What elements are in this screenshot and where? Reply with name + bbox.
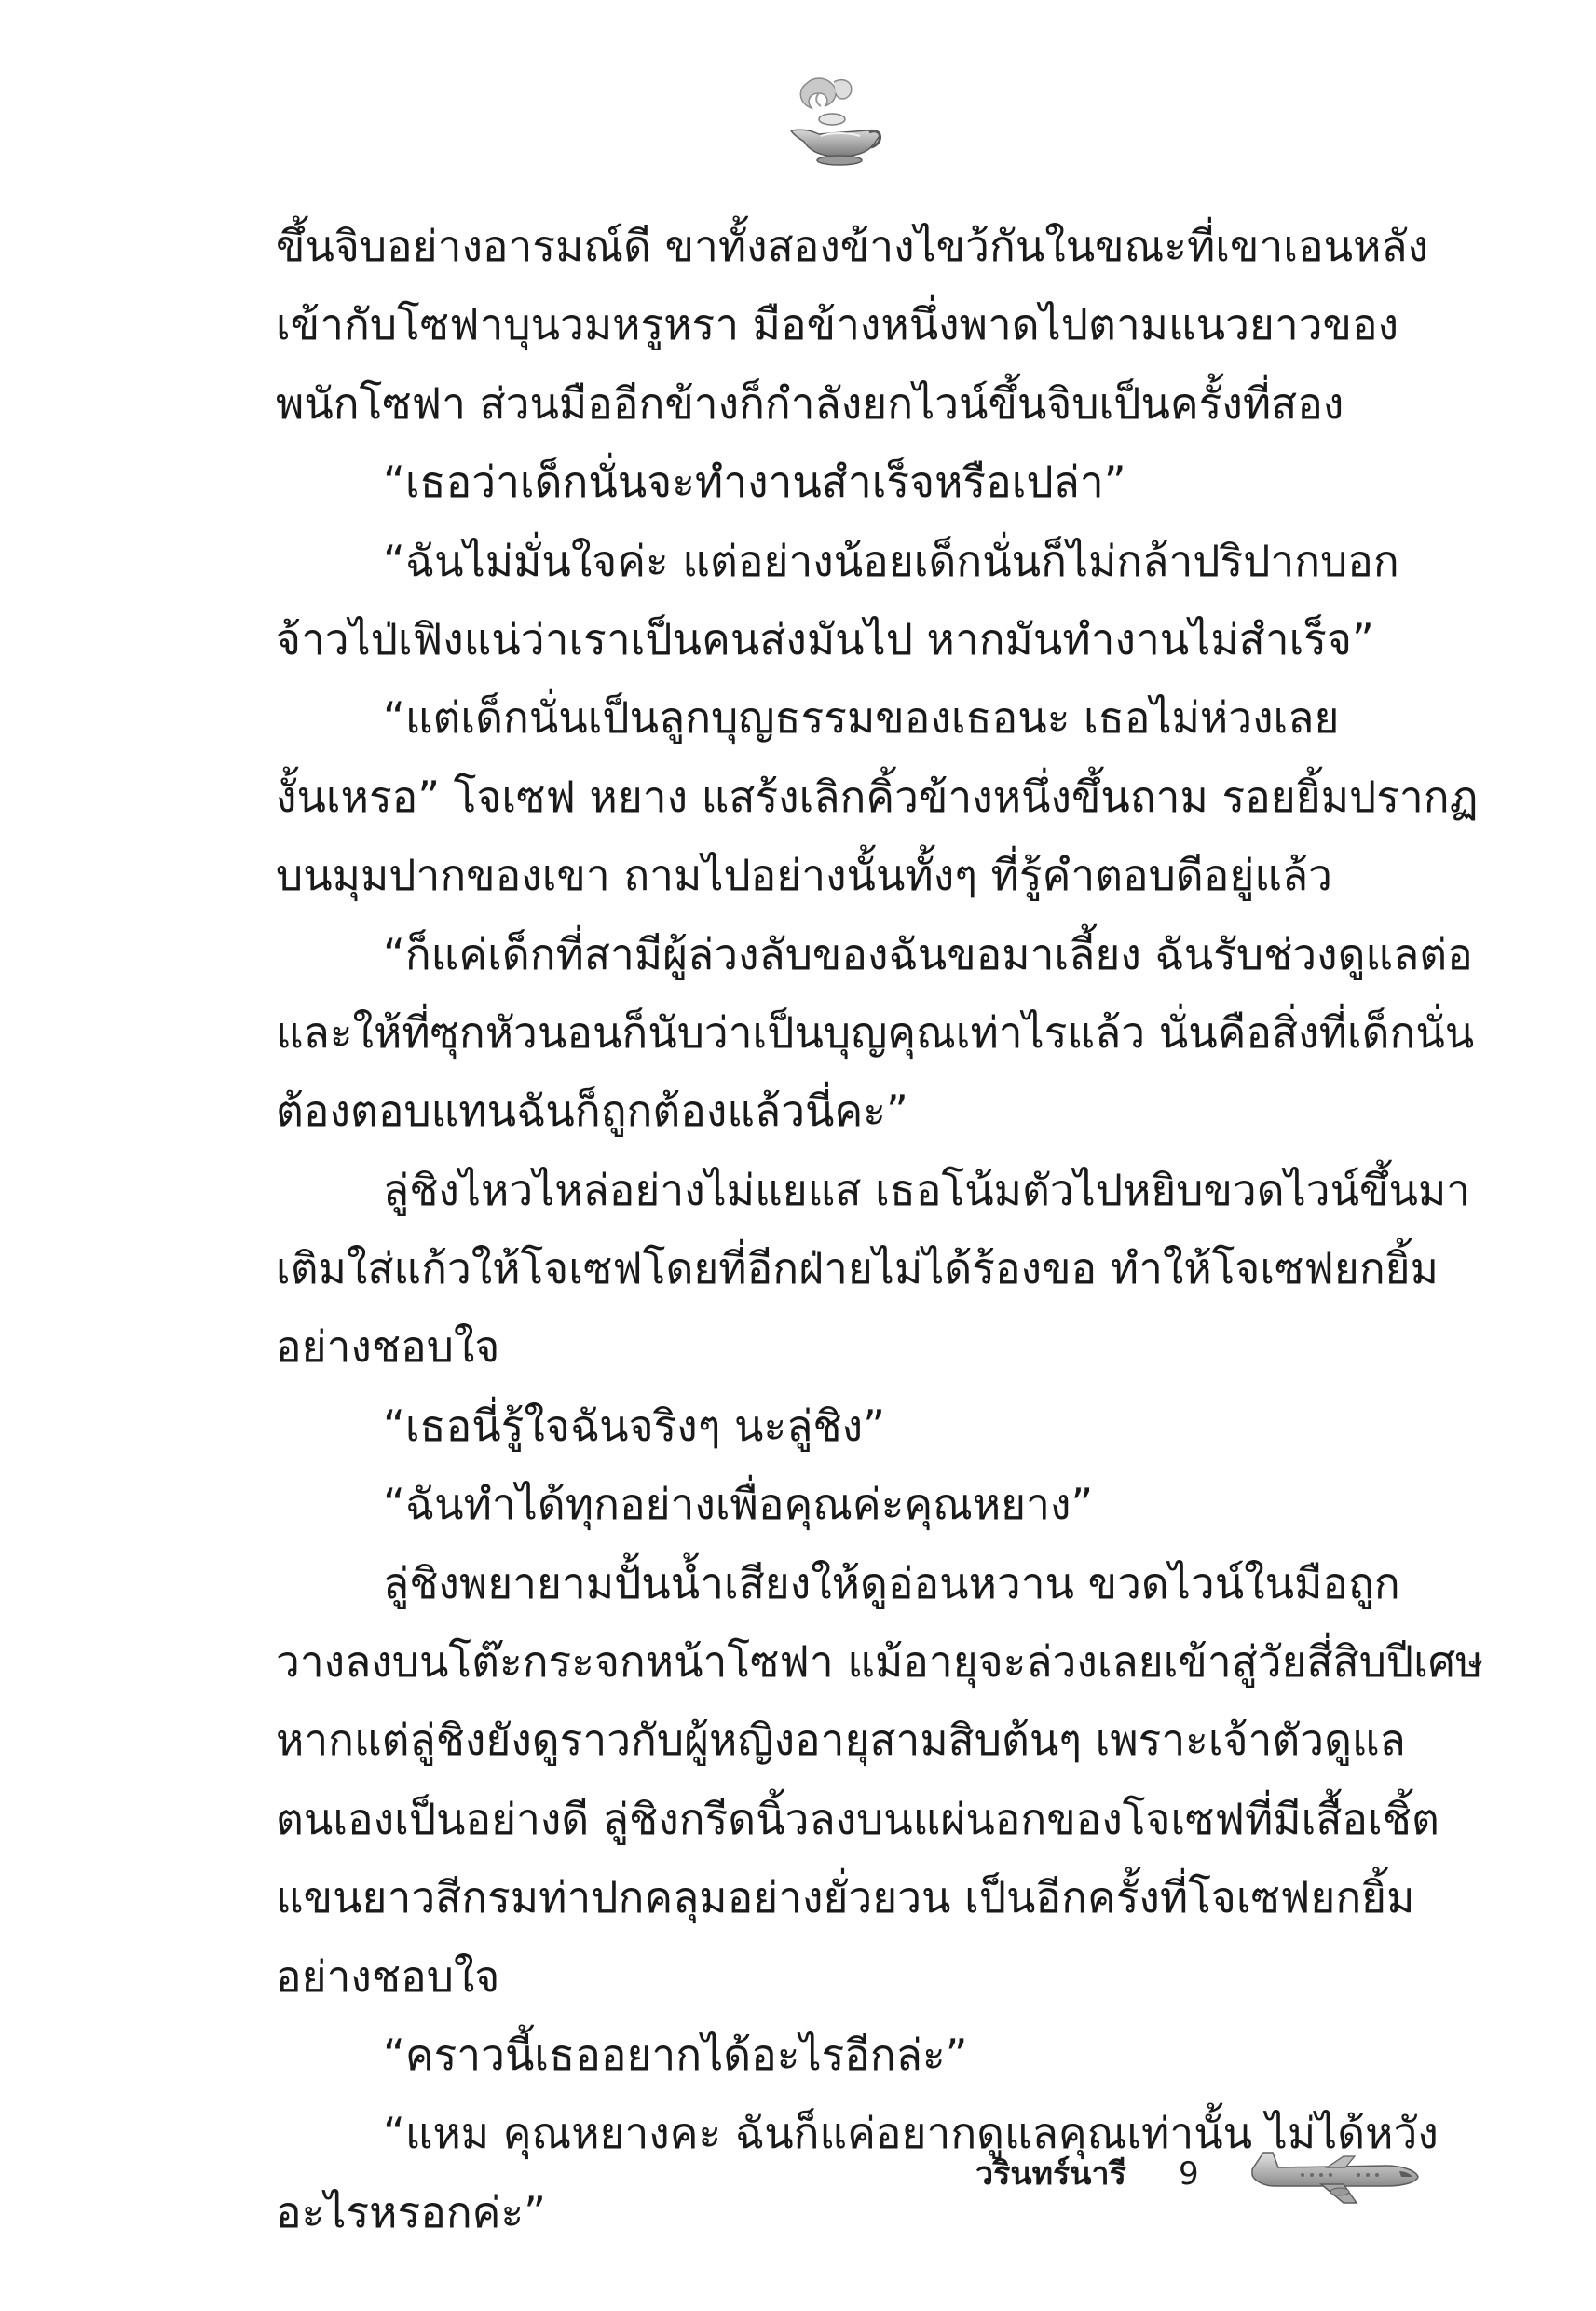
text-line: เข้ากับโซฟาบุนวมหรูหรา มือข้างหนึ่งพาดไปตามแนวยาวของ <box>276 299 1399 350</box>
text-line: “ก็แค่เด็กที่สามีผู้ล่วงลับของฉันขอมาเลี้ยง ฉันรับช่วงดูแลต่อ <box>383 928 1473 979</box>
text-line: ต้องตอบแทนฉันก็ถูกต้องแล้วนี่คะ” <box>276 1086 908 1137</box>
text-line: “แต่เด็กนั่นเป็นลูกบุญธรรมของเธอนะ เธอไม่ห่วงเลย <box>383 692 1340 744</box>
book-title: วรินทร์นารี <box>975 2155 1126 2193</box>
text-line: อย่างชอบใจ <box>276 1950 500 2002</box>
text-line: ตนเองเป็นอย่างดี ลู่ชิงกรีดนิ้วลงบนแผ่นอกของโจเซฟที่มีเสื้อเชิ้ต <box>276 1793 1439 1844</box>
text-line: “เธอนี่รู้ใจฉันจริงๆ นะลู่ชิง” <box>383 1400 885 1451</box>
magic-lamp-icon <box>778 73 888 173</box>
text-line: “เธอว่าเด็กนั่นจะทำงานสำเร็จหรือเปล่า” <box>383 457 1126 508</box>
text-line: “แหม คุณหยางคะ ฉันก็แค่อยากดูแลคุณเท่านั้น ไม่ได้หวัง <box>383 2108 1439 2159</box>
text-line: บนมุมปากของเขา ถามไปอย่างนั้นทั้งๆ ที่รู้คำตอบดีอยู่แล้ว <box>276 850 1332 901</box>
text-line: “คราวนี้เธออยากได้อะไรอีกล่ะ” <box>383 2029 968 2080</box>
text-line: เติมใส่แก้วให้โจเซฟโดยที่อีกฝ่ายไม่ได้ร้องขอ ทำให้โจเซฟยกยิ้ม <box>276 1243 1439 1294</box>
text-line: วางลงบนโต๊ะกระจกหน้าโซฟา แม้อายุจะล่วงเลยเข้าสู่วัยสี่สิบปีเศษ <box>276 1636 1484 1688</box>
text-line: และให้ที่ซุกหัวนอนก็นับว่าเป็นบุญคุณเท่าไรแล้ว นั่นคือสิ่งที่เด็กนั่น <box>276 1006 1475 1058</box>
text-line: อะไรหรอกค่ะ” <box>276 2186 546 2237</box>
text-line: แขนยาวสีกรมท่าปกคลุมอย่างยั่วยวน เป็นอีกครั้งที่โจเซฟยกยิ้ม <box>276 1872 1415 1923</box>
text-line: อย่างชอบใจ <box>276 1321 500 1373</box>
text-line: “ฉันทำได้ทุกอย่างเพื่อคุณค่ะคุณหยาง” <box>383 1479 1094 1530</box>
page-number: 9 <box>1179 2155 1199 2193</box>
body-text <box>276 207 1484 2251</box>
text-line: ขึ้นจิบอย่างอารมณ์ดี ขาทั้งสองข้างไขว้กันในขณะที่เขาเอนหลัง <box>276 221 1429 271</box>
text-line: พนักโซฟา ส่วนมืออีกข้างก็กำลังยกไวน์ขึ้นจิบเป็นครั้งที่สอง <box>276 377 1344 429</box>
text-line: “ฉันไม่มั่นใจค่ะ แต่อย่างน้อยเด็กนั่นก็ไม่กล้าปริปากบอก <box>383 535 1399 586</box>
text-line: ลู่ชิงพยายามปั้นน้ำเสียงให้ดูอ่อนหวาน ขวดไวน์ในมือถูก <box>383 1557 1400 1608</box>
text-line: งั้นเหรอ” โจเซฟ หยาง แสร้งเลิกคิ้วข้างหนึ่งขึ้นถาม รอยยิ้มปรากฏ <box>276 771 1479 822</box>
text-line: ลู่ชิงไหวไหล่อย่างไม่แยแส เธอโน้มตัวไปหยิบขวดไวน์ขึ้นมา <box>383 1164 1471 1215</box>
text-line: จ้าวไป่เฟิงแน่ว่าเราเป็นคนส่งมันไป หากมันทำงานไม่สำเร็จ” <box>276 613 1374 664</box>
airplane-icon <box>1247 2145 1424 2205</box>
text-line: หากแต่ลู่ชิงยังดูราวกับผู้หญิงอายุสามสิบต้นๆ เพราะเจ้าตัวดูแล <box>276 1715 1406 1766</box>
